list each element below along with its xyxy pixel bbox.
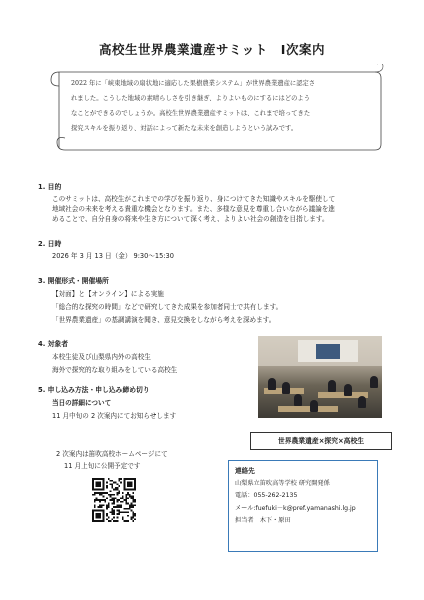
section-text: 11 月中旬の 2 次案内にてお知らせします: [52, 412, 177, 420]
contact-phone: 電話：055-262-2135: [235, 492, 298, 499]
intro-text: [71, 76, 361, 136]
section-text: 本校生徒及び山梨県内外の高校生: [52, 353, 151, 361]
section-text: めることで、自分自身の将来や生き方について深く考え、よりよい社会の創造を目指します。: [52, 215, 329, 223]
contact-heading: 連絡先: [235, 467, 255, 475]
section-format: [38, 275, 398, 327]
classroom-photo: [258, 336, 382, 418]
section-heading: 2. 日時: [38, 240, 62, 248]
notice-text: [56, 448, 168, 472]
section-text: 2026 年 3 月 13 日（金） 9:30～15:30: [52, 252, 174, 260]
tagline-box: 世界農業遺産×探究×高校生: [250, 432, 392, 450]
section-text: 「世界農業遺産」の基調講演を聞き、意見交換をしながら考えを深めます。: [52, 316, 276, 324]
section-text: このサミットは、高校生がこれまでの学びを振り返り、身につけてきた知識やスキルを駆使して: [52, 195, 336, 203]
qr-code[interactable]: [92, 478, 136, 522]
section-target: [38, 338, 248, 377]
intro-line: 探究スキルを振り返り、対話によって新たな未来を創造しようという試みです。: [71, 125, 298, 132]
intro-line: なことができるのでしょうか。高校生世界農業遺産サミットは、これまで培ってきた: [71, 110, 311, 117]
intro-line: れました。こうした地域の素晴らしさを引き継ぎ、よりよいものにするにはどのよう: [71, 95, 311, 102]
page-title: 高校生世界農業遺産サミット Ⅰ次案内: [99, 42, 325, 57]
section-heading: 1. 目的: [38, 183, 62, 191]
section-purpose: [38, 181, 398, 224]
section-heading: 5. 申し込み方法・申し込み締め切り: [38, 386, 150, 394]
section-text: 【対面】と【オンライン】による実施: [52, 290, 164, 298]
section-apply: [38, 384, 248, 423]
section-text: 海外で探究的な取り組みをしている高校生: [52, 366, 178, 374]
notice-line: 2 次案内は笛吹高校ホームページにて: [56, 450, 168, 458]
section-date: [38, 238, 398, 261]
notice-line: 11 月上旬に公開予定です: [64, 462, 141, 470]
section-text: 当日の詳細について: [52, 399, 112, 407]
contact-email[interactable]: メール:fuefuki－k@pref.yamanashi.lg.jp: [235, 504, 356, 512]
intro-line: 2022 年に「峡東地域の扇状地に適応した果樹農業システム」が世界農業遺産に認定さ: [71, 80, 316, 87]
section-heading: 3. 開催形式・開催場所: [38, 277, 109, 285]
section-text: 「総合的な探究の時間」などで研究してきた成果を参加者同士で共有します。: [52, 303, 283, 311]
contact-line: 山梨県立笛吹高等学校 研究開発係: [235, 479, 330, 487]
contact-person: 担当者 木下・原田: [235, 517, 291, 524]
intro-scroll-banner: [45, 64, 385, 160]
contact-box: [228, 460, 378, 552]
section-heading: 4. 対象者: [38, 340, 69, 348]
section-text: 地域社会の未来を考える貴重な機会となります。また、多様な意見を尊重し合いながら議論を進: [52, 205, 336, 213]
